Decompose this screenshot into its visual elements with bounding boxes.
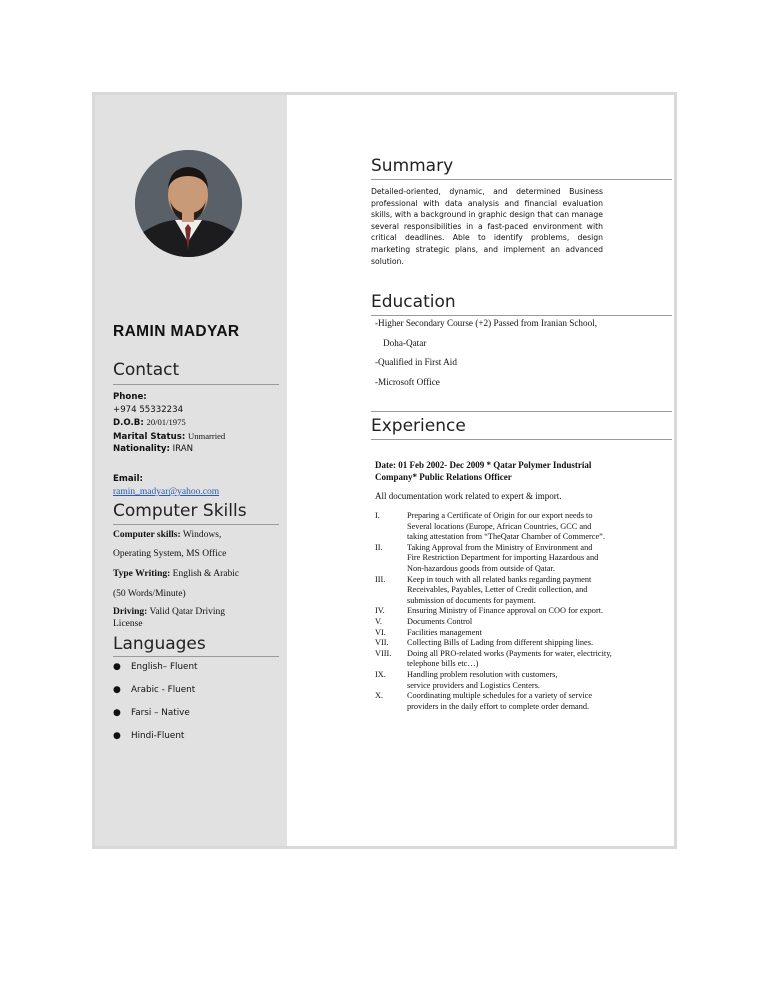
duty-text [407, 617, 675, 628]
duty-item [375, 617, 675, 628]
duty-item [375, 670, 675, 691]
driving-line [113, 607, 225, 617]
duty-text [407, 649, 675, 670]
type-writing-line-2: (50 Words/Minute) [113, 589, 186, 599]
bullet-icon: ● [113, 685, 121, 695]
contact-divider [113, 384, 279, 385]
duty-number: IX. [375, 669, 386, 679]
duty-line: Coordinating multiple schedules for a variety of service [407, 691, 593, 701]
phone-row [113, 391, 225, 404]
profile-photo-illustration [135, 150, 242, 257]
phone-label: Phone: [113, 392, 147, 402]
duty-text [407, 628, 675, 639]
bullet-icon: ● [113, 708, 121, 718]
marital-label: Marital Status: [113, 431, 186, 442]
dob-value: 20/01/1975 [146, 417, 186, 427]
experience-heading: Experience [371, 416, 466, 436]
computer-skills-heading: Computer Skills [113, 501, 247, 521]
marital-row [113, 430, 225, 444]
duty-line: taking attestation from “TheQatar Chamber of Commerce”. [407, 532, 605, 542]
duty-line: Documents Control [407, 616, 473, 626]
duty-item [375, 649, 675, 670]
experience-top-divider [371, 411, 672, 412]
duty-number: VIII. [375, 648, 392, 658]
duty-number: IV. [375, 606, 385, 616]
duty-number: II. [375, 542, 383, 552]
sidebar [95, 95, 287, 846]
language-item [113, 731, 197, 754]
duty-line: Fire Restriction Department for importing Hazardous and [407, 553, 599, 563]
language-label: Farsi – Native [131, 708, 190, 718]
language-item [113, 685, 197, 708]
language-item [113, 708, 197, 731]
education-line: -Microsoft Office [375, 377, 440, 387]
profile-photo [135, 150, 242, 257]
languages-list [113, 662, 197, 754]
email-label: Email: [113, 474, 143, 484]
experience-title [375, 460, 655, 483]
resume-page [92, 92, 677, 849]
dob-label: D.O.B: [113, 418, 144, 428]
type-writing-line [113, 569, 239, 579]
education-divider [371, 315, 672, 316]
contact-heading: Contact [113, 360, 180, 380]
duty-line: Doing all PRO-related works (Payments for water, electricity, [407, 648, 612, 658]
duty-item [375, 638, 675, 649]
summary-text: Detailed-oriented, dynamic, and determined Business professional with data analysis and financial evaluation skills, with a background in graphic design that can manage several responsibilities in a fast-paced environment with critical deadlines. Able to identify problems, design marketing strategic plans, and implement an advanced solution. [371, 187, 603, 266]
duty-line: Receivables, Payables, Letter of Credit collection, and [407, 585, 588, 595]
candidate-name: RAMIN MADYAR [113, 323, 240, 340]
nationality-row [113, 443, 225, 456]
duty-item [375, 543, 675, 575]
education-heading: Education [371, 292, 456, 312]
education-line: Doha-Qatar [383, 338, 427, 348]
duty-text [407, 691, 675, 712]
bullet-icon: ● [113, 662, 121, 672]
driving-line-2: License [113, 619, 143, 629]
experience-title-line: Date: 01 Feb 2002- Dec 2009 * Qatar Polymer Industrial [375, 460, 592, 470]
computer-skills-line [113, 530, 221, 540]
duty-line: telephone bills etc…) [407, 659, 479, 669]
duty-line: Preparing a Certificate of Origin for our export needs to [407, 511, 593, 520]
languages-divider [113, 656, 279, 657]
duty-item [375, 691, 675, 712]
marital-value: Unmarried [188, 430, 226, 441]
duty-line: submission of documents for payment. [407, 595, 536, 605]
duty-number: V. [375, 616, 382, 626]
duty-text [407, 638, 675, 649]
duty-line: Handling problem resolution with customers, [407, 669, 558, 679]
duty-text [407, 606, 675, 617]
type-writing-label: Type Writing: [113, 569, 171, 579]
duty-number: III. [375, 574, 386, 584]
language-label: Hindi-Fluent [131, 731, 185, 741]
duty-number: I. [375, 511, 380, 520]
duty-line: Collecting Bills of Lading from different shipping lines. [407, 638, 594, 648]
duty-line: providers in the daily effort to complete order demand. [407, 701, 590, 711]
duty-text [407, 575, 675, 607]
education-line: -Qualified in First Aid [375, 357, 457, 367]
computer-skills-line-2: Operating System, MS Office [113, 549, 227, 559]
bullet-icon: ● [113, 731, 121, 741]
duty-text [407, 670, 675, 691]
phone-value: +974 55332234 [113, 404, 184, 415]
language-label: English– Fluent [131, 662, 198, 672]
duty-item [375, 628, 675, 639]
duty-text [407, 543, 675, 575]
driving-label: Driving: [113, 607, 148, 617]
experience-title-line: Company* Public Relations Officer [375, 471, 512, 482]
summary-divider [371, 179, 672, 180]
email-link[interactable]: ramin_madyar@yahoo.com [113, 487, 220, 497]
language-item [113, 662, 197, 685]
duty-number: VII. [375, 638, 389, 648]
language-label: Arabic - Fluent [131, 685, 196, 695]
duty-item [375, 511, 675, 543]
type-writing-value: English & Arabic [172, 569, 240, 579]
computer-skills-value: Windows, [182, 530, 222, 540]
experience-intro: All documentation work related to expert & import. [375, 491, 562, 501]
main-column [287, 95, 674, 846]
duty-line: Several locations (Europe, African Countries, GCC and [407, 521, 592, 531]
languages-heading: Languages [113, 634, 206, 654]
driving-value: Valid Qatar Driving [149, 607, 225, 617]
duty-item [375, 575, 675, 607]
duty-line: service providers and Logistics Centers. [407, 680, 540, 690]
duty-number: VI. [375, 627, 386, 637]
computer-skills-label: Computer skills: [113, 530, 181, 540]
duty-line: Ensuring Ministry of Finance approval on COO for export. [407, 606, 604, 616]
duty-number: X. [375, 691, 384, 701]
duty-line: Facilities management [407, 627, 482, 637]
skills-divider [113, 524, 279, 525]
summary-heading: Summary [371, 156, 454, 176]
nationality-value: IRAN [172, 444, 194, 454]
duty-line: Non-hazardous goods from outside of Qatar. [407, 563, 555, 573]
education-line: -Higher Secondary Course (+2) Passed from Iranian School, [375, 318, 598, 328]
duty-line: Taking Approval from the Ministry of Environment and [407, 542, 593, 552]
duty-item [375, 606, 675, 617]
duties-list [375, 511, 675, 712]
nationality-label: Nationality: [113, 444, 170, 454]
duty-line: Keep in touch with all related banks regarding payment [407, 574, 592, 584]
dob-row [113, 416, 225, 430]
duty-text [407, 511, 675, 543]
contact-details [113, 391, 225, 456]
experience-divider [371, 439, 672, 440]
